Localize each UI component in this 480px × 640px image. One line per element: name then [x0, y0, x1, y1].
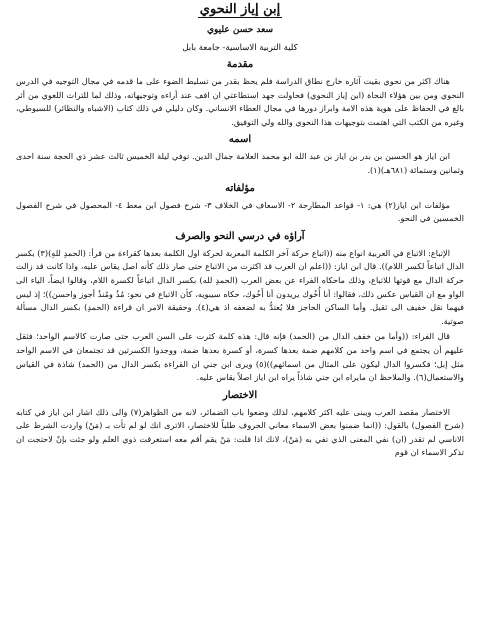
section-introduction	[16, 58, 464, 129]
paragraph: الاختصار مقصد العرب ويبنى عليه اكثر كلامهم، لذلك وضعوا باب الضمائر، لانه من الظواهر(٧) والى ذلك اشار ابن اياز في كتابه (شرح الفصول) بالقول: ((انما ضمنوا بعض الاسماء معاني الحروف طلباً للاختصار، الاترى انك لو لم تأت بـ (مَنْ) واردت الشرط على الاناسي لم تقدر (ان) نفي المعنى الذي تفي به (مَنْ)، لانك اذا قلت: مَنْ يقم أقم معه استغرقت ذوي العلم ولو جئت بإنْ لاحتجت ان تذكر الاسماء ان قوم	[16, 406, 464, 458]
section-opinions	[16, 230, 464, 385]
paper-page	[16, 0, 464, 640]
paragraph: مؤلفات ابن اياز(٢) هي: ١- قواعد المطارحة ٢- الاسعاف في الخلاف ٣- شرح فصول ابن معط ٤- المحصول في شرح الفصول الخمسين في النحو.	[16, 199, 464, 224]
paragraph: الإتباع: الاتباع في العربية انواع منه ((اتباع حركة آخر الكلمة المعربة لحركة اول الكلمة بعدها كقراءة من قرأ: (الحمدِ للهِ)(٣) بكسر الدال اتباعاً لكسر اللام)). قال ابن اياز: ((اعلم ان العرب قد اكثرت من الاتباع حتى صار ذلك كأنه اصل يقاس عليه، واذا كانت قد زالت حركة الدال مع قوتها للاتباع، وذلك ماحكاه الفراء عن بعض العرب (الحمدِ لله) بكسر الدال اتباعاً لكسرة اللام، وقالوا ايضاً، الياء الى الواو مع ان القياس عكس ذلك، فقالوا: أنا أُخُوك يريدون أنا أَخُوك، حكاه سيبويه، كأن الاتباع في نحو: مُذُ ومُنذُ أجوز واحسن))؛ إذ ليس فيهما نقل خفيف الى ثقيل. وأما الساكن الحاجز فلا يُعتدُّ به لضعفه اذ هي(٤). وحقيقة الامر ان قراءة (الحمدِ) بكسر الدال مسألة صوتية.	[16, 247, 465, 326]
paragraph: قال الفراء: ((وأما من خفف الدال من (الحمد) فإنه قال: هذه كلمة كثرت على السن العرب حتى صارت كالاسم الواحد؛ فثقل عليهم أن يجتمع في اسم واحد من كلامهم ضمة بعدها كسرة، أو كسرة بعدها ضمة، ووجدوا الكسرتين قد تجتمعان في الاسم الواحد مثل إبل؛ فكسروا الدال ليكون على المثال من اسمائهم))(٥) ويرى ابن جني ان القراءة بكسر الدال من (الحمد) شاذة في القياس والاستعمال(٦). والملاحظ ان مايراه ابن جني شاذاً يراه ابن اياز اصلاً يقاس عليه.	[16, 331, 464, 383]
section-heading: الاختصار	[222, 389, 258, 401]
section-heading: مؤلفاته	[225, 182, 255, 194]
author-affiliation: كلية التربية الاساسية- جامعة بابل	[182, 43, 298, 53]
section-abbreviation	[16, 389, 464, 460]
paper-title: إبن إياز النحوي	[199, 2, 281, 17]
section-heading: اسمه	[228, 134, 252, 146]
section-heading: آراؤه في درسي النحو والصرف	[175, 230, 305, 242]
section-heading: مقدمة	[226, 59, 254, 70]
paragraph: ابن اياز هو الحسين بن بدر بن اياز بن عبد الله ابو محمد العلامة جمال الدين. توفي ليلة الخميس ثالث عشر ذي الحجة سنة احدى وثمانين وستمائة (٦٨١هـ)(١).	[16, 151, 464, 175]
section-works	[16, 182, 464, 226]
section-name	[16, 133, 464, 177]
author-name: سعد حسن عليوي	[206, 25, 274, 35]
paragraph: هناك اكثر من نحوي بقيت آثاره خارج نطاق الدراسة فلم يحظ بقدر من تسليط الضوء على ما قدمه في مجال التوجيه في الدرس النحوي ومن بين هؤلاء النحاة (ابن إياز النحوي) فحاولت جهد استطاعتي ان اقف عند أراءه وتوجيهاته، وذلك لما للتراث اللغوي من أثر بالغ في الحفاظ على هوية هذه الامة وابراز دورها في مجال العطاء الانساني. وكان دليلي في ذلك كتاب (الاشباه والنظائر) للسيوطي، وغيره من الكتب التي اهتمت بتوجيهات هذا النحوي والله ولي التوفيق.	[16, 76, 464, 127]
